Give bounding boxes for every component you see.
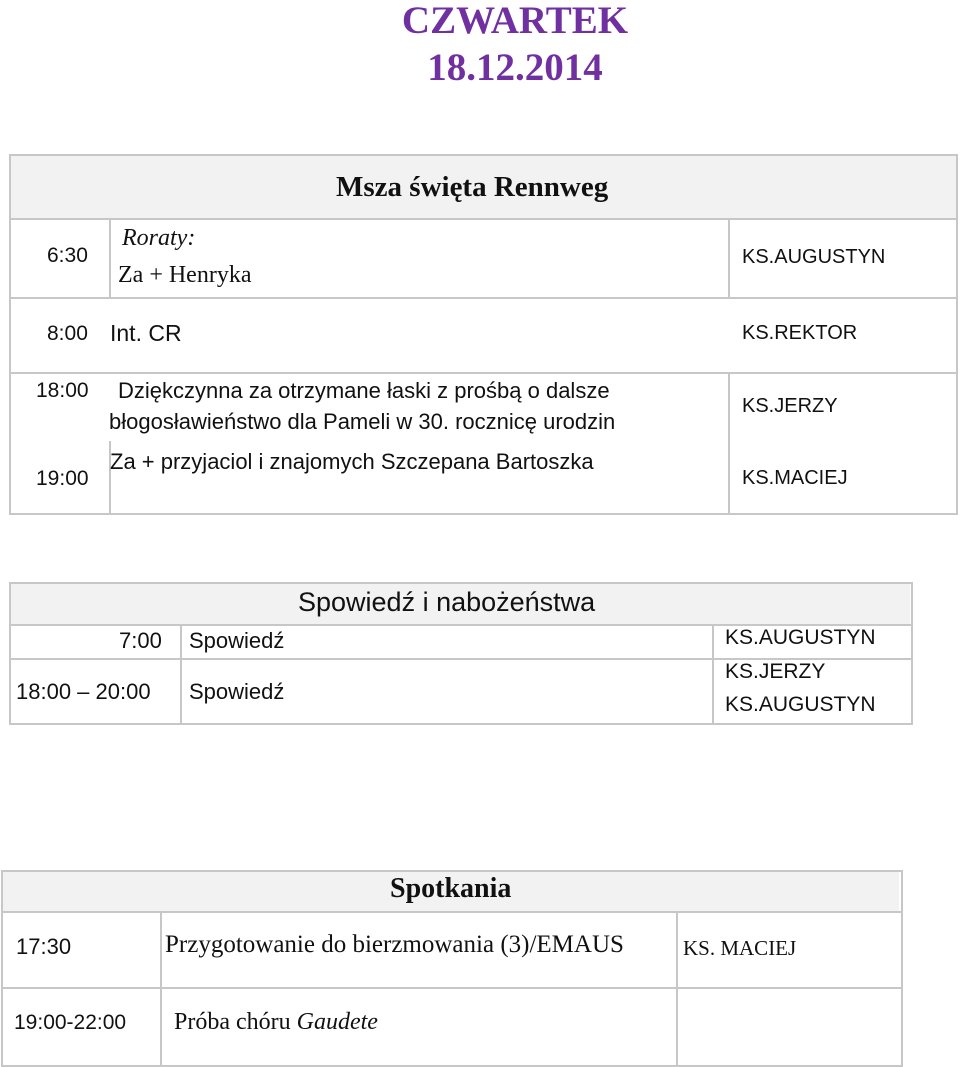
mass-intention-1800-line1: Dziękczynna za otrzymane łaski z prośbą o dalsze — [118, 378, 610, 403]
choir-name: Gaudete — [296, 1009, 378, 1035]
meeting-activity-1900 — [174, 1009, 378, 1037]
meeting-time-1730: 17:30 — [16, 934, 72, 959]
mass-priest-1900: KS.MACIEJ — [742, 467, 848, 489]
confession-priest-0700: KS.AUGUSTYN — [725, 626, 876, 649]
confession-activity-0700: Spowiedź — [189, 628, 285, 653]
confession-priest-1800-line2: KS.AUGUSTYN — [725, 693, 876, 716]
meeting-activity-1900-text: Próba chóru — [174, 1009, 297, 1035]
day-title: CZWARTEK — [401, 0, 629, 42]
confession-priest-1800-line1: KS.JERZY — [725, 660, 826, 683]
roraty-label: Roraty: — [122, 225, 196, 251]
confession-time-1800: 18:00 – 20:00 — [16, 679, 151, 704]
confession-title: Spowiedź i nabożeństwa — [298, 587, 596, 617]
meeting-priest-1730: KS. MACIEJ — [683, 936, 797, 960]
mass-time-1800: 18:00 — [36, 379, 89, 402]
mass-priest-0800: KS.REKTOR — [742, 322, 858, 344]
confession-activity-1800: Spowiedź — [189, 679, 285, 704]
mass-time-0800: 8:00 — [47, 322, 88, 345]
date-title: 18.12.2014 — [427, 46, 603, 89]
mass-intention-0800: Int. CR — [110, 320, 182, 346]
mass-priest-1800: KS.JERZY — [742, 395, 838, 417]
meetings-title: Spotkania — [390, 873, 512, 904]
mass-intention-1900: Za + przyjaciol i znajomych Szczepana Bartoszka — [110, 449, 594, 474]
mass-time-0630: 6:30 — [47, 244, 88, 267]
meeting-activity-1730: Przygotowanie do bierzmowania (3)/EMAUS — [165, 931, 624, 958]
confession-time-0700: 7:00 — [119, 628, 162, 653]
mass-intention-1800-line2: błogosławieństwo dla Pameli w 30. rocznicę urodzin — [109, 409, 616, 434]
mass-title: Msza święta Rennweg — [336, 171, 609, 203]
mass-time-1900: 19:00 — [36, 467, 89, 490]
mass-priest-0630: KS.AUGUSTYN — [742, 246, 886, 268]
mass-intention-0630: Za + Henryka — [118, 262, 252, 288]
meeting-time-1900: 19:00-22:00 — [14, 1011, 127, 1034]
